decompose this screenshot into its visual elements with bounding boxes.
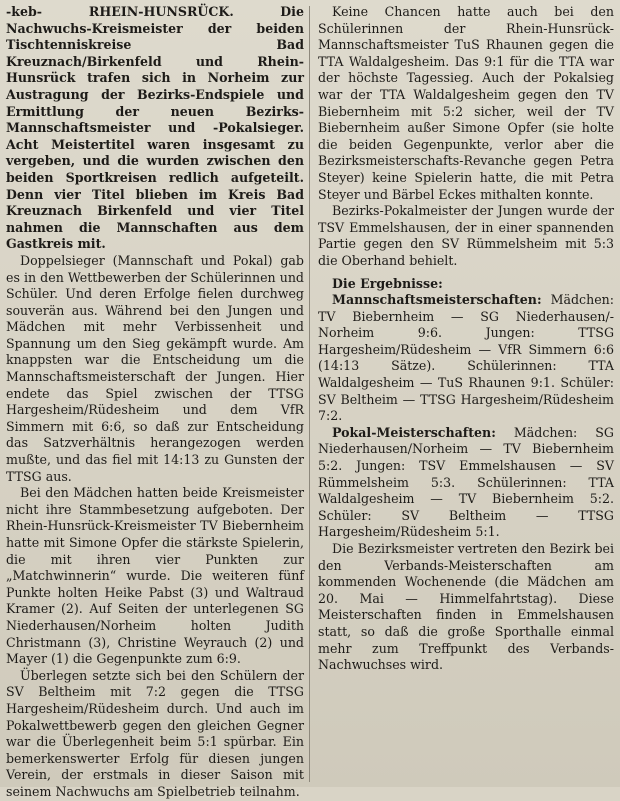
- column-left: [6, 4, 304, 801]
- paragraph-5: Bezirks-Pokalmeister der Jungen wurde der TSV Emmelshausen, der in einer spannenden Partie gegen den SV Rümmelsheim mit 5:3 die Oberhand behielt.: [318, 203, 614, 268]
- results-team-label: Mannschaftsmeisterschaften:: [332, 292, 542, 308]
- article-lead: Die Nachwuchs-Kreismeister der beiden Tischtenniskreise Bad Kreuznach/Birkenfeld und Rhein-Hunsrück trafen sich in Norheim zur Austragung der Bezirks-Endspiele und Ermittlung der neuen Bezirks-Mannschaftsmeister und -Pokalsieger. Acht Meistertitel waren insgesamt zu vergeben, und die wurden zwischen den beiden Sportkreisen redlich aufgeteilt. Denn vier Titel blieben im Kreis Bad Kreuznach Birkenfeld und vier Titel nahmen die Mannschaften aus dem Gastkreis mit.: [6, 4, 304, 252]
- column-right: [318, 4, 614, 674]
- results-heading: Die Ergebnisse:: [332, 275, 443, 291]
- paragraph-2: Bei den Mädchen hatten beide Kreismeister nicht ihre Stammbesetzung aufgeboten. Der Rhein-Hunsrück-Kreismeister TV Biebernheim hatte mit Simone Opfer die stärkste Spielerin, die mit ihren vier Punkten zur „Matchwinnerin“ wurde. Die weiteren fünf Punkte holten Heike Pabst (3) und Waltraud Kramer (2). Auf Seiten der unterlegenen SG Niederhausen/Norheim holten Judith Christmann (3), Christine Weyrauch (2) und Mayer (1) die Gegenpunkte zum 6:9.: [6, 485, 304, 667]
- column-divider: [309, 6, 310, 782]
- article-kicker: -keb- RHEIN-HUNSRÜCK.: [6, 4, 234, 19]
- results-cup: [318, 425, 614, 541]
- results-team-text: Mädchen: TV Biebernheim — SG Niederhausen/-Norheim 9:6. Jungen: TTSG Hargesheim/Rüdesheim — VfR Simmern 6:6 (14:13 Sätze). Schülerinnen: TTA Waldalgesheim — TuS Rhaunen 9:1. Schüler: SV Beltheim — TTSG Hargesheim/Rüdesheim 7:2.: [318, 292, 614, 424]
- paragraph-3: Überlegen setzte sich bei den Schülern der SV Beltheim mit 7:2 gegen die TTSG Hargesheim/Rüdesheim durch. Und auch im Pokalwettbewerb gegen den gleichen Gegner war die Überlegenheit beim 5:1 spürbar. Ein bemerkenswerter Erfolg für diesen jungen Verein, der erstmals in dieser Saison mit seinem Nachwuchs am Spielbetrieb teilnahm.: [6, 667, 304, 799]
- paragraph-4: Keine Chancen hatte auch bei den Schülerinnen der Rhein-Hunsrück-Mannschaftsmeister TuS Rhaunen gegen die TTA Waldalgesheim. Das 9:1 für die TTA war der höchste Tagessieg. Auch der Pokalsieg war der TTA Waldalgesheim gegen den TV Biebernheim mit 5:2 sicher, weil der TV Biebernheim außer Simone Opfer (sie holte die beiden Gegenpunkte, verlor aber die Bezirksmeisterschafts-Revanche gegen Petra Steyer) keine Spielerin hatte, die mit Petra Steyer und Bärbel Eckes mithalten konnte.: [318, 4, 614, 202]
- results-team: [318, 292, 614, 425]
- paragraph-1: Doppelsieger (Mannschaft und Pokal) gab es in den Wettbewerben der Schülerinnen und Schüler. Und deren Erfolge fielen durchweg souverän aus. Während bei den Jungen und Mädchen mit mehr Verbissenheit und Spannung um den Sieg gekämpft wurde. Am knappsten war die Entscheidung um die Mannschaftsmeisterschaft der Jungen. Hier endete das Spiel zwischen der TTSG Hargesheim/Rüdesheim und dem VfR Simmern mit 6:6, so daß zur Entscheidung das Satzverhältnis herangezogen werden mußte, und das fiel mit 14:13 zu Gunsten der TTSG aus.: [6, 252, 304, 484]
- results-cup-text: Mädchen: SG Niederhausen/Norheim — TV Biebernheim 5:2. Jungen: TSV Emmelshausen — SV Rümmelsheim 5:3. Schülerinnen: TTA Waldalgesheim — TV Biebernheim 5:2. Schüler: SV Beltheim — TTSG Hargesheim/Rüdesheim 5:1.: [318, 424, 614, 540]
- results-cup-label: Pokal-Meisterschaften:: [332, 424, 496, 440]
- lead-paragraph: [6, 4, 304, 253]
- closing-paragraph: Die Bezirksmeister vertreten den Bezirk bei den Verbands-Meisterschaften am kommenden Wochenende (die Mädchen am 20. Mai — Himmelfahrtstag). Diese Meisterschaften finden in Emmelshausen statt, so daß die große Sporthalle einmal mehr zum Treffpunkt des Verbands-Nachwuchses wird.: [318, 541, 614, 673]
